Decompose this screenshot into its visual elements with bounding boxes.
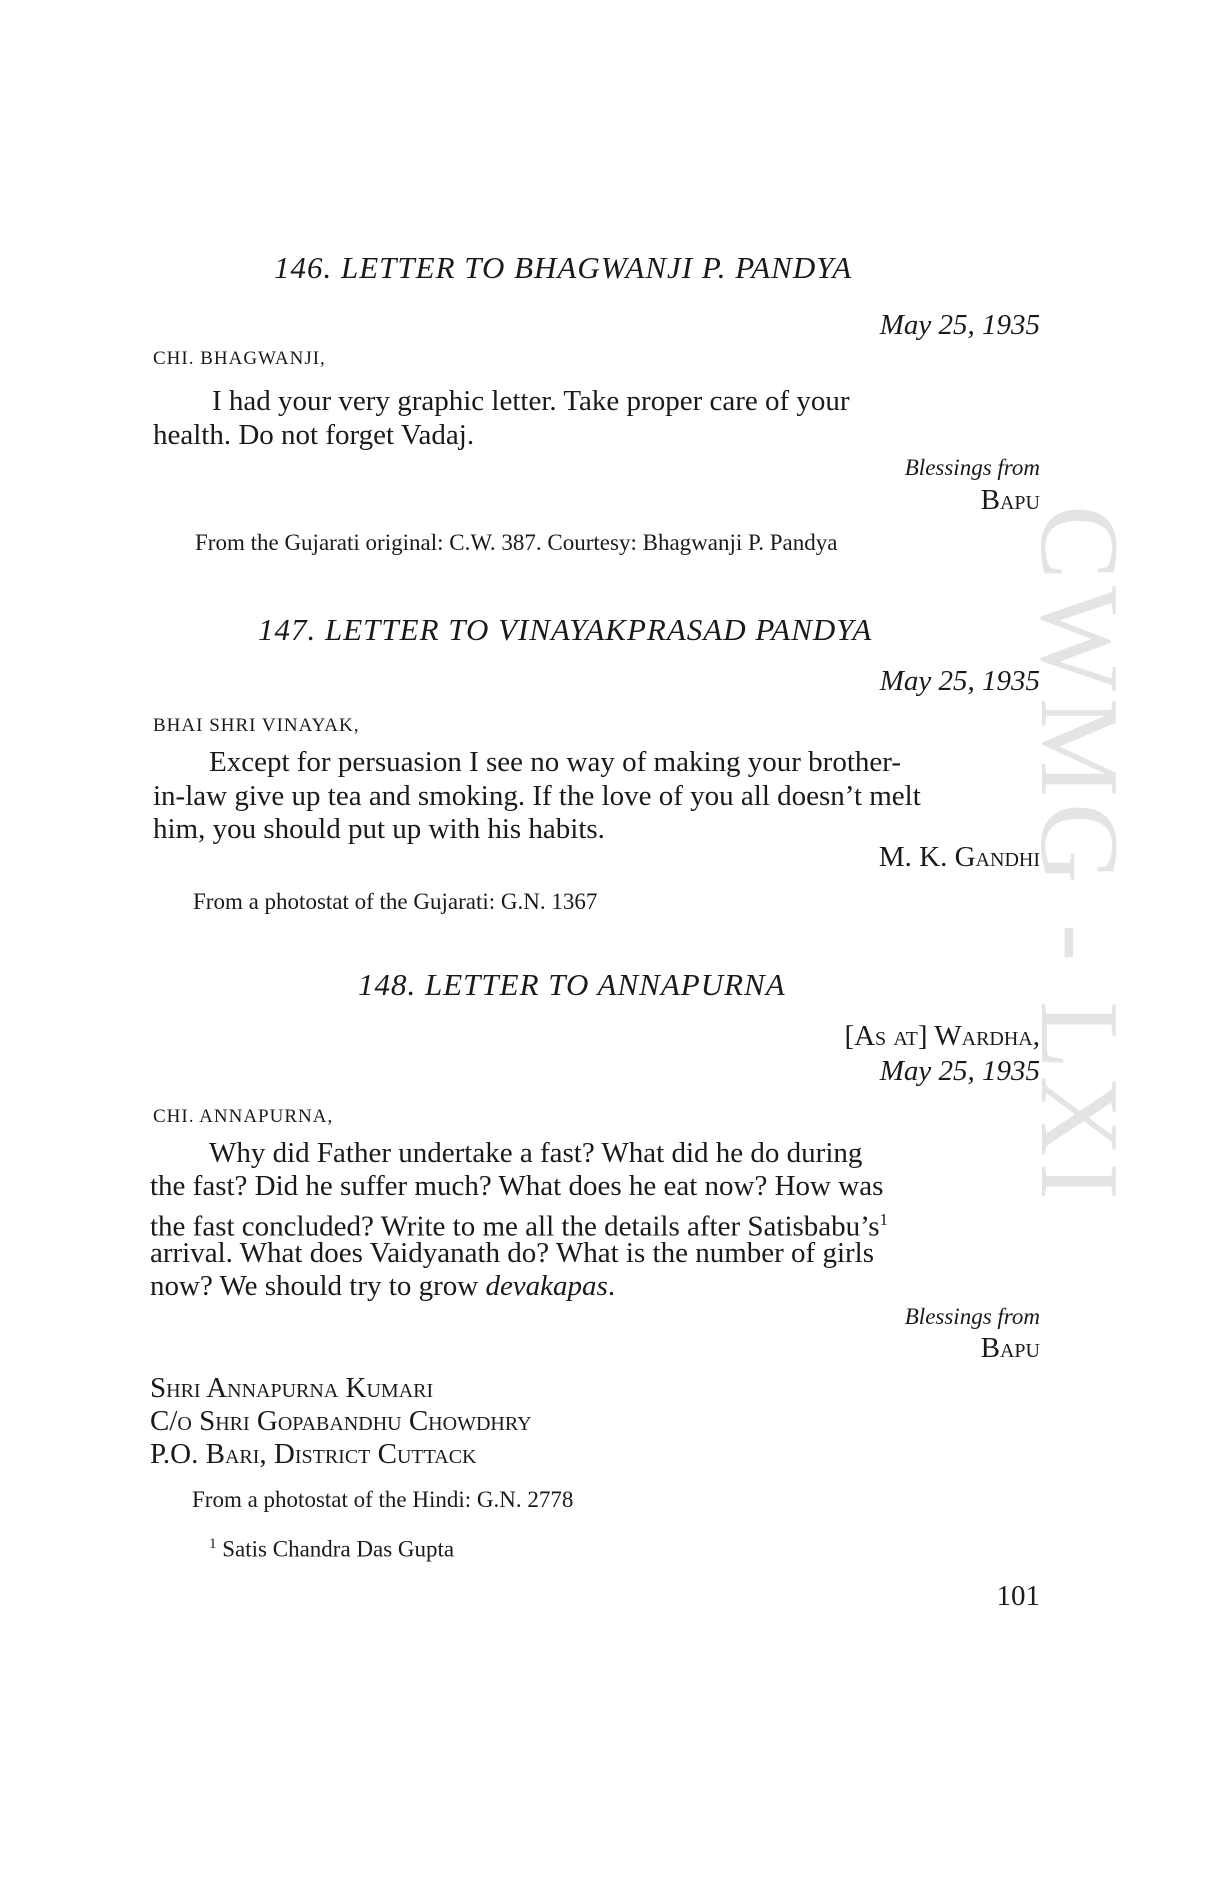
page-number: 101 [996, 1580, 1040, 1612]
letter-147-body-line: him, you should put up with his habits. [153, 813, 605, 845]
letter-146-closing: Blessings from [904, 455, 1040, 480]
letter-147-date: May 25, 1935 [879, 665, 1040, 697]
letter-146-body-line: health. Do not forget Vadaj. [153, 419, 475, 451]
letter-147-signature: M. K. Gandhi [878, 841, 1040, 873]
letter-147-source: From a photostat of the Gujarati: G.N. 1367 [193, 889, 598, 914]
body-text: . [607, 1270, 616, 1302]
letter-148-source: From a photostat of the Hindi: G.N. 2778 [192, 1487, 574, 1512]
letter-148-date: May 25, 1935 [879, 1055, 1040, 1087]
letter-148-body-line: arrival. What does Vaidyanath do? What is the number of girls [150, 1237, 875, 1269]
letter-148-salutation: CHI. ANNAPURNA, [153, 1106, 334, 1127]
letter-147-title: 147. LETTER TO VINAYAKPRASAD PANDYA [258, 612, 873, 647]
letter-146-source: From the Gujarati original: C.W. 387. Courtesy: Bhagwanji P. Pandya [195, 530, 838, 555]
address-line: P.O. Bari, District Cuttack [150, 1438, 477, 1470]
letter-148-signature: Bapu [980, 1332, 1040, 1364]
letter-148-place: [As at] Wardha, [844, 1020, 1040, 1052]
body-text: the fast concluded? Write to me all the details after Satisbabu’s [150, 1210, 880, 1243]
letter-147-body-line: Except for persuasion I see no way of making your brother- [209, 746, 901, 778]
footnote-text: Satis Chandra Das Gupta [222, 1536, 455, 1562]
body-text-italic: devakapas [485, 1270, 608, 1302]
footnote [209, 1536, 454, 1563]
letter-146-signature: Bapu [980, 484, 1040, 516]
letter-147-body-line: in-law give up tea and smoking. If the love of you all doesn’t melt [153, 780, 921, 812]
footnote-reference: 1 [879, 1210, 889, 1229]
letter-148-body-line: the fast? Did he suffer much? What does he eat now? How was [150, 1170, 884, 1202]
letter-148-title: 148. LETTER TO ANNAPURNA [358, 967, 786, 1002]
watermark: CWMG - LXI [1017, 505, 1141, 1206]
letter-146-title: 146. LETTER TO BHAGWANJI P. PANDYA [274, 250, 853, 285]
address-line: Shri Annapurna Kumari [150, 1372, 434, 1404]
letter-146-date: May 25, 1935 [879, 309, 1040, 341]
letter-146-salutation: CHI. BHAGWANJI, [153, 348, 326, 369]
letter-148-body-line [150, 1270, 615, 1304]
body-text: now? We should try to grow [150, 1270, 486, 1302]
letter-146-body-line: I had your very graphic letter. Take proper care of your [212, 385, 850, 417]
address-line: C/o Shri Gopabandhu Chowdhry [150, 1405, 532, 1437]
letter-148-closing: Blessings from [904, 1304, 1040, 1329]
letter-148-body-line: Why did Father undertake a fast? What did he do during [209, 1137, 863, 1169]
letter-147-salutation: BHAI SHRI VINAYAK, [153, 715, 360, 736]
footnote-number: 1 [209, 1536, 217, 1552]
